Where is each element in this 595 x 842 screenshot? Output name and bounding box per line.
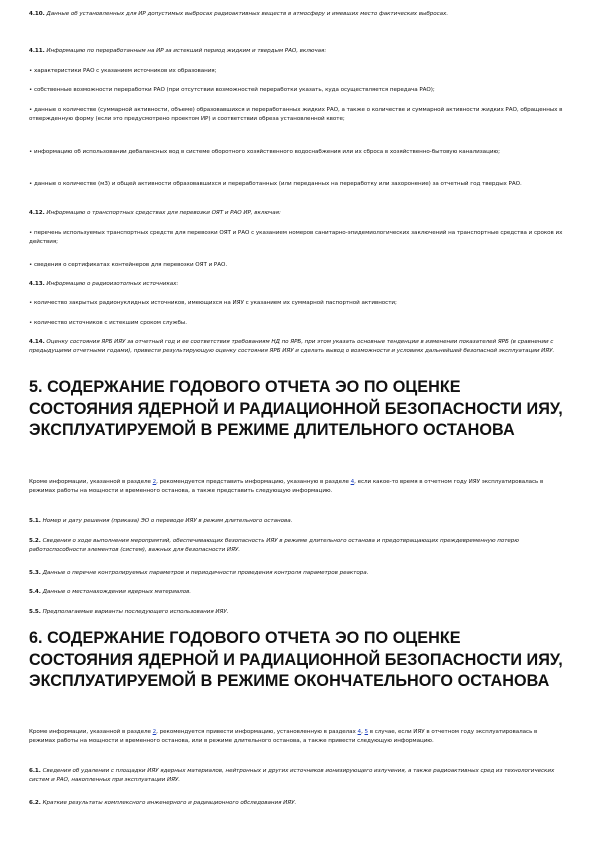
- section-6-heading: 6. СОДЕРЖАНИЕ ГОДОВОГО ОТЧЕТА ЭО ПО ОЦЕНКЕ СОСТОЯНИЯ ЯДЕРНОЙ И РАДИАЦИОННОЙ БЕЗОПАСНОСТИ ИЯУ, ЭКСПЛУАТИРУЕМОЙ В РЕЖИМЕ ОКОНЧАТЕЛЬНОГО ОСТАНОВА: [29, 629, 563, 691]
- clause-number: 5.1.: [29, 518, 41, 524]
- clause-number: 4.13.: [29, 281, 45, 287]
- bullet-item: • данные о количестве (м3) и общей активности образовавшихся и переработанных (или переданных на переработку или захоронение) за отчетный год твердых РАО.: [29, 181, 522, 187]
- bullet-item: • перечень используемых транспортных средств для перевозки ОЯТ и РАО с указанием номеров санитарно-эпидемиологических заключений на транспортные средства и сроков их действия;: [29, 230, 563, 246]
- clause-number: 6.2.: [29, 800, 41, 806]
- clause-number: 4.11.: [29, 48, 45, 54]
- paragraph-4-13: [29, 280, 178, 289]
- clause-text: Данные о местонахождении ядерных материалов.: [42, 589, 192, 595]
- section-2-link[interactable]: 2: [152, 729, 157, 735]
- clause-number: 5.2.: [29, 538, 41, 544]
- clause-text: Оценку состояния ЯРБ ИЯУ за отчетный год и ее соответствия требованиям НД по ЯРБ, при этом указать основные тенденции в изменении показателей ЯРБ (в сравнении с предыдущими отчетными годами), привести результирующую оценку состояния ЯРБ ИЯУ и сделать вывод о возможности и условиях дальнейшей безопасной эксплуатации ИЯУ.: [29, 339, 555, 355]
- section-5-link[interactable]: 5: [364, 729, 369, 735]
- clause-text: Предполагаемые варианты последующего использования ИЯУ.: [42, 609, 229, 615]
- paragraph-4-12: [29, 209, 281, 218]
- clause-number: 5.4.: [29, 589, 41, 595]
- clause-number: 4.12.: [29, 210, 45, 216]
- bullet-item: • сведения о сертификатах контейнеров для перевозки ОЯТ и РАО.: [29, 262, 228, 268]
- paragraph-4-10: [29, 10, 448, 19]
- clause-text: Сведения о ходе выполнения мероприятий, обеспечивающих безопасность ИЯУ в режиме длительного останова и предотвращающих преждевременную потерю работоспособности элементов (систем), важных для безопасности ИЯУ.: [29, 538, 519, 554]
- clause-number: 4.14.: [29, 339, 45, 345]
- paragraph-5-3: [29, 569, 368, 578]
- bullet-item: • количество источников с истекшим сроком службы.: [29, 320, 187, 326]
- paragraph-5-4: [29, 588, 191, 597]
- clause-text: Краткие результаты комплексного инженерного и радиационного обследования ИЯУ.: [42, 800, 297, 806]
- paragraph-6-2: [29, 799, 296, 808]
- clause-text: Информацию о транспортных средствах для перевозки ОЯТ и РАО ИР, включая:: [46, 210, 281, 216]
- section-5-heading: 5. СОДЕРЖАНИЕ ГОДОВОГО ОТЧЕТА ЭО ПО ОЦЕНКЕ СОСТОЯНИЯ ЯДЕРНОЙ И РАДИАЦИОННОЙ БЕЗОПАСНОСТИ ИЯУ, ЭКСПЛУАТИРУЕМОЙ В РЕЖИМЕ ДЛИТЕЛЬНОГО ОСТАНОВА: [29, 378, 563, 440]
- paragraph-5-1: [29, 517, 292, 526]
- clause-text: Информацию о радиоизотопных источниках:: [46, 281, 179, 287]
- section-4-link[interactable]: 4: [350, 479, 355, 485]
- paragraph-4-11: [29, 47, 326, 56]
- paragraph-5-2: [29, 537, 565, 555]
- clause-text: Сведения об удалении с площадки ИЯУ ядерных материалов, нейтронных и других источников ионизирующего излучения, а также радиоактивных сред из технологических систем и РАО, накопленных при эксплуатации ИЯУ.: [29, 768, 555, 784]
- bullet-item: • характеристики РАО с указанием источников их образования;: [29, 68, 217, 74]
- paragraph-6-1: [29, 767, 565, 785]
- clause-text: Информацию по переработанным на ИР за истекший период жидким и твердым РАО, включая:: [46, 48, 327, 54]
- section-2-link[interactable]: 2: [152, 479, 157, 485]
- bullet-item: • количество закрытых радионуклидных источников, имеющихся на ИЯУ с указанием их суммарной паспортной активности;: [29, 300, 397, 306]
- paragraph-4-14: [29, 338, 565, 356]
- clause-text: Номер и дату решения (приказа) ЭО о переводе ИЯУ в режим длительного останова.: [42, 518, 293, 524]
- clause-number: 5.5.: [29, 609, 41, 615]
- paragraph-5-5: [29, 608, 228, 617]
- clause-text: Данные о перечне контролируемых параметров и периодичности проведения контроля параметров реактора.: [42, 570, 369, 576]
- clause-number: 6.1.: [29, 768, 41, 774]
- bullet-item: • собственные возможности переработки РАО (при отсутствии возможностей переработки указать, куда осуществляется передача РАО);: [29, 87, 435, 93]
- bullet-item: • данные о количестве (суммарной активности, объеме) образовавшихся и переработанных жидких РАО, а также о количестве и суммарной активности жидких РАО, обращенных в отвержденную форму (если это предусмотрено проектом ИР) и соответствии обреза установленной квоте;: [29, 107, 563, 123]
- clause-text: Данные об установленных для ИР допустимых выбросах радиоактивных веществ в атмосферу и имевших место фактических выбросах.: [46, 11, 449, 17]
- clause-number: 4.10.: [29, 11, 45, 17]
- clause-number: 5.3.: [29, 570, 41, 576]
- section-4-link[interactable]: 4: [357, 729, 362, 735]
- bullet-item: • информацию об использовании дебалансных вод в системе оборотного хозяйственного водоснабжения или их сброса в хозяйственно-бытовую канализацию;: [29, 149, 500, 155]
- section-6-intro: Кроме информации, указанной в разделе 2, рекомендуется привести информацию, установленную в разделах 4, 5 в случае, если ИЯУ в отчетном году эксплуатировалась в режимах работы на мощности и временного останова, или в режиме длительного останова, а также привести следующую информацию.: [29, 729, 538, 745]
- section-5-intro: Кроме информации, указанной в разделе 2, рекомендуется представить информацию, указанную в разделе 4, если какое-то время в отчетном году ИЯУ эксплуатировалась в режимах работы на мощности и временного останова, а также представить следующую информацию.: [29, 479, 544, 495]
